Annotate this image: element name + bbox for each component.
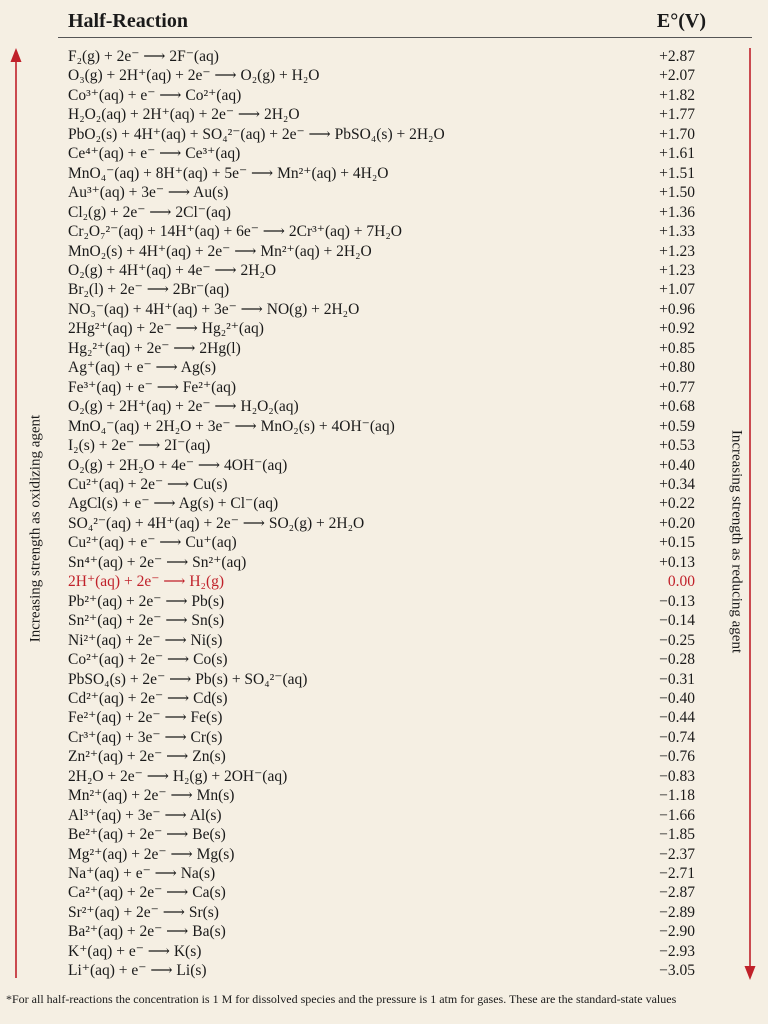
half-reaction-text: Co³⁺(aq) + e⁻ ⟶ Co²⁺(aq) (68, 86, 242, 104)
table-row (68, 806, 695, 825)
potential-value: +0.15 (659, 534, 695, 552)
oxidizing-agent-label: Increasing strength as oxidizing agent (27, 414, 44, 643)
half-reaction-text: O₃(g) + 2H⁺(aq) + 2e⁻ ⟶ O₂(g) + H₂O (68, 67, 320, 85)
potential-value: −2.93 (659, 942, 695, 960)
half-reaction-text: Cu²⁺(aq) + 2e⁻ ⟶ Cu(s) (68, 475, 228, 493)
potential-value: +0.53 (659, 437, 695, 455)
table-row (68, 747, 695, 766)
half-reaction-text: Na⁺(aq) + e⁻ ⟶ Na(s) (68, 865, 216, 883)
potential-value: +1.36 (659, 203, 695, 221)
half-reaction-text: 2H₂O + 2e⁻ ⟶ H₂(g) + 2OH⁻(aq) (68, 767, 288, 785)
potential-value: +1.07 (659, 281, 695, 299)
potential-value: +0.92 (659, 320, 695, 338)
potential-value: −1.18 (659, 787, 695, 805)
table-row (68, 533, 695, 552)
table-row (68, 125, 695, 144)
half-reaction-text: Pb²⁺(aq) + 2e⁻ ⟶ Pb(s) (68, 592, 225, 610)
table-row (68, 436, 695, 455)
footnote: *For all half-reactions the concentration is 1 M for dissolved species and the pressure is 1 atm for gases. These are the standard-state values (6, 992, 677, 1006)
potential-value: +0.34 (659, 475, 695, 493)
half-reaction-text: Li⁺(aq) + e⁻ ⟶ Li(s) (68, 962, 207, 980)
half-reaction-text: Cd²⁺(aq) + 2e⁻ ⟶ Cd(s) (68, 689, 228, 707)
half-reaction-text: 2Hg²⁺(aq) + 2e⁻ ⟶ Hg₂²⁺(aq) (68, 320, 264, 338)
table-row (68, 203, 695, 222)
potential-value: −0.74 (659, 728, 695, 746)
half-reaction-text: Mg²⁺(aq) + 2e⁻ ⟶ Mg(s) (68, 845, 235, 863)
half-reaction-text: Cr₂O₇²⁻(aq) + 14H⁺(aq) + 6e⁻ ⟶ 2Cr³⁺(aq) + 7H₂O (68, 223, 402, 241)
potential-value: +1.23 (659, 261, 695, 279)
half-reaction-table (68, 47, 695, 981)
potential-value: +1.51 (659, 164, 695, 182)
table-row (68, 903, 695, 922)
table-row (68, 670, 695, 689)
half-reaction-text: Ca²⁺(aq) + 2e⁻ ⟶ Ca(s) (68, 884, 226, 902)
table-row (68, 611, 695, 630)
half-reaction-text: Au³⁺(aq) + 3e⁻ ⟶ Au(s) (68, 184, 229, 202)
table-row (68, 397, 695, 416)
table-row (68, 300, 695, 319)
potential-value: +2.07 (659, 67, 695, 85)
half-reaction-text: Mn²⁺(aq) + 2e⁻ ⟶ Mn(s) (68, 787, 235, 805)
half-reaction-text: PbSO₄(s) + 2e⁻ ⟶ Pb(s) + SO₄²⁻(aq) (68, 670, 308, 688)
potential-value: −2.71 (659, 865, 695, 883)
table-row (68, 708, 695, 727)
half-reaction-text: Ba²⁺(aq) + 2e⁻ ⟶ Ba(s) (68, 923, 226, 941)
reducing-strength-arrow-icon (743, 48, 757, 980)
half-reaction-text: SO₄²⁻(aq) + 4H⁺(aq) + 2e⁻ ⟶ SO₂(g) + 2H₂O (68, 514, 365, 532)
half-reaction-text: K⁺(aq) + e⁻ ⟶ K(s) (68, 942, 202, 960)
half-reaction-text: PbO₂(s) + 4H⁺(aq) + SO₄²⁻(aq) + 2e⁻ ⟶ PbSO₄(s) + 2H₂O (68, 125, 445, 143)
table-row (68, 942, 695, 961)
potential-value: −1.85 (659, 826, 695, 844)
potential-value: +2.87 (659, 48, 695, 65)
half-reaction-text: MnO₂(s) + 4H⁺(aq) + 2e⁻ ⟶ Mn²⁺(aq) + 2H₂O (68, 242, 372, 260)
potential-value: 0.00 (667, 573, 695, 591)
potential-value: −0.83 (659, 767, 695, 785)
potential-value: +1.82 (659, 86, 695, 104)
table-row (68, 222, 695, 241)
potential-value: +1.33 (659, 223, 695, 241)
potential-value: +1.70 (659, 125, 695, 143)
table-row (68, 553, 695, 572)
table-row (68, 494, 695, 513)
potential-value: +1.61 (659, 145, 695, 163)
potential-value: +0.22 (659, 495, 695, 513)
table-row (68, 358, 695, 377)
half-reaction-text: H₂O₂(aq) + 2H⁺(aq) + 2e⁻ ⟶ 2H₂O (68, 106, 300, 124)
oxidizing-strength-arrow-icon (9, 48, 23, 980)
half-reaction-text: Be²⁺(aq) + 2e⁻ ⟶ Be(s) (68, 826, 226, 844)
potential-value: +0.80 (659, 359, 695, 377)
potential-value: −0.28 (659, 651, 695, 669)
half-reaction-text: 2H⁺(aq) + 2e⁻ ⟶ H₂(g) (68, 573, 225, 591)
table-row (68, 864, 695, 883)
half-reaction-text: Ce⁴⁺(aq) + e⁻ ⟶ Ce³⁺(aq) (68, 145, 241, 163)
table-row (68, 319, 695, 338)
table-row (68, 86, 695, 105)
potential-value: −2.90 (659, 923, 695, 941)
half-reaction-text: Ag⁺(aq) + e⁻ ⟶ Ag(s) (68, 359, 217, 377)
half-reaction-text: Fe³⁺(aq) + e⁻ ⟶ Fe²⁺(aq) (68, 378, 237, 396)
table-row (68, 66, 695, 85)
potential-value: −3.05 (659, 962, 695, 980)
table-row (68, 961, 695, 980)
potential-value: −0.25 (659, 631, 695, 649)
table-row (68, 164, 695, 183)
potential-value: −0.76 (659, 748, 695, 766)
standard-potential-header: E°(V) (656, 10, 706, 32)
half-reaction-text: Br₂(l) + 2e⁻ ⟶ 2Br⁻(aq) (68, 281, 230, 299)
potential-value: +1.23 (659, 242, 695, 260)
potential-value: +0.96 (659, 300, 695, 318)
potential-value: −1.66 (659, 806, 695, 824)
potential-value: +0.40 (659, 456, 695, 474)
half-reaction-text: I₂(s) + 2e⁻ ⟶ 2I⁻(aq) (68, 437, 211, 455)
potential-value: −2.37 (659, 845, 695, 863)
table-row (68, 242, 695, 261)
potential-value: +0.77 (659, 378, 695, 396)
half-reaction-text: Sn²⁺(aq) + 2e⁻ ⟶ Sn(s) (68, 612, 225, 630)
half-reaction-text: F₂(g) + 2e⁻ ⟶ 2F⁻(aq) (68, 48, 219, 65)
half-reaction-text: Ni²⁺(aq) + 2e⁻ ⟶ Ni(s) (68, 631, 223, 649)
potential-value: −2.89 (659, 903, 695, 921)
potential-value: −0.13 (659, 592, 695, 610)
potential-value: +0.85 (659, 339, 695, 357)
half-reaction-header: Half-Reaction (68, 10, 188, 32)
reducing-agent-label: Increasing strength as reducing agent (728, 429, 745, 654)
table-row (68, 456, 695, 475)
table-row (68, 475, 695, 494)
table-row (68, 767, 695, 786)
potential-value: −0.44 (659, 709, 695, 727)
table-row (68, 883, 695, 902)
table-row (68, 105, 695, 124)
header-divider (58, 37, 752, 38)
table-row (68, 144, 695, 163)
potential-value: −0.31 (659, 670, 695, 688)
potential-value: +0.13 (659, 553, 695, 571)
potential-value: −2.87 (659, 884, 695, 902)
half-reaction-text: AgCl(s) + e⁻ ⟶ Ag(s) + Cl⁻(aq) (68, 495, 279, 513)
table-row (68, 786, 695, 805)
half-reaction-text: Al³⁺(aq) + 3e⁻ ⟶ Al(s) (68, 806, 222, 824)
potential-value: −0.14 (659, 612, 695, 630)
table-row (68, 728, 695, 747)
table-row (68, 572, 695, 591)
half-reaction-text: O₂(g) + 2H₂O + 4e⁻ ⟶ 4OH⁻(aq) (68, 456, 288, 474)
table-row (68, 825, 695, 844)
table-row (68, 592, 695, 611)
half-reaction-text: O₂(g) + 2H⁺(aq) + 2e⁻ ⟶ H₂O₂(aq) (68, 398, 299, 416)
table-row (68, 280, 695, 299)
potential-value: +0.59 (659, 417, 695, 435)
table-row (68, 47, 695, 66)
potential-value: +0.20 (659, 514, 695, 532)
table-row (68, 514, 695, 533)
potential-value: +1.77 (659, 106, 695, 124)
table-row (68, 922, 695, 941)
table-row (68, 183, 695, 202)
half-reaction-text: Cu²⁺(aq) + e⁻ ⟶ Cu⁺(aq) (68, 534, 237, 552)
half-reaction-text: MnO₄⁻(aq) + 8H⁺(aq) + 5e⁻ ⟶ Mn²⁺(aq) + 4H₂O (68, 164, 389, 182)
potential-value: +1.50 (659, 184, 695, 202)
half-reaction-text: Hg₂²⁺(aq) + 2e⁻ ⟶ 2Hg(l) (68, 339, 241, 357)
table-row (68, 261, 695, 280)
half-reaction-text: Cr³⁺(aq) + 3e⁻ ⟶ Cr(s) (68, 728, 223, 746)
potential-value: −0.40 (659, 689, 695, 707)
table-row (68, 650, 695, 669)
half-reaction-text: Sn⁴⁺(aq) + 2e⁻ ⟶ Sn²⁺(aq) (68, 553, 247, 571)
half-reaction-text: Co²⁺(aq) + 2e⁻ ⟶ Co(s) (68, 651, 228, 669)
half-reaction-text: Fe²⁺(aq) + 2e⁻ ⟶ Fe(s) (68, 709, 223, 727)
half-reaction-text: MnO₄⁻(aq) + 2H₂O + 3e⁻ ⟶ MnO₂(s) + 4OH⁻(aq) (68, 417, 395, 435)
table-row (68, 339, 695, 358)
table-row (68, 845, 695, 864)
table-row (68, 689, 695, 708)
half-reaction-text: NO₃⁻(aq) + 4H⁺(aq) + 3e⁻ ⟶ NO(g) + 2H₂O (68, 300, 360, 318)
table-row (68, 417, 695, 436)
table-row (68, 631, 695, 650)
half-reaction-text: Cl₂(g) + 2e⁻ ⟶ 2Cl⁻(aq) (68, 203, 231, 221)
half-reaction-text: O₂(g) + 4H⁺(aq) + 4e⁻ ⟶ 2H₂O (68, 261, 277, 279)
half-reaction-text: Sr²⁺(aq) + 2e⁻ ⟶ Sr(s) (68, 903, 219, 921)
half-reaction-text: Zn²⁺(aq) + 2e⁻ ⟶ Zn(s) (68, 748, 226, 766)
potential-value: +0.68 (659, 398, 695, 416)
table-row (68, 378, 695, 397)
